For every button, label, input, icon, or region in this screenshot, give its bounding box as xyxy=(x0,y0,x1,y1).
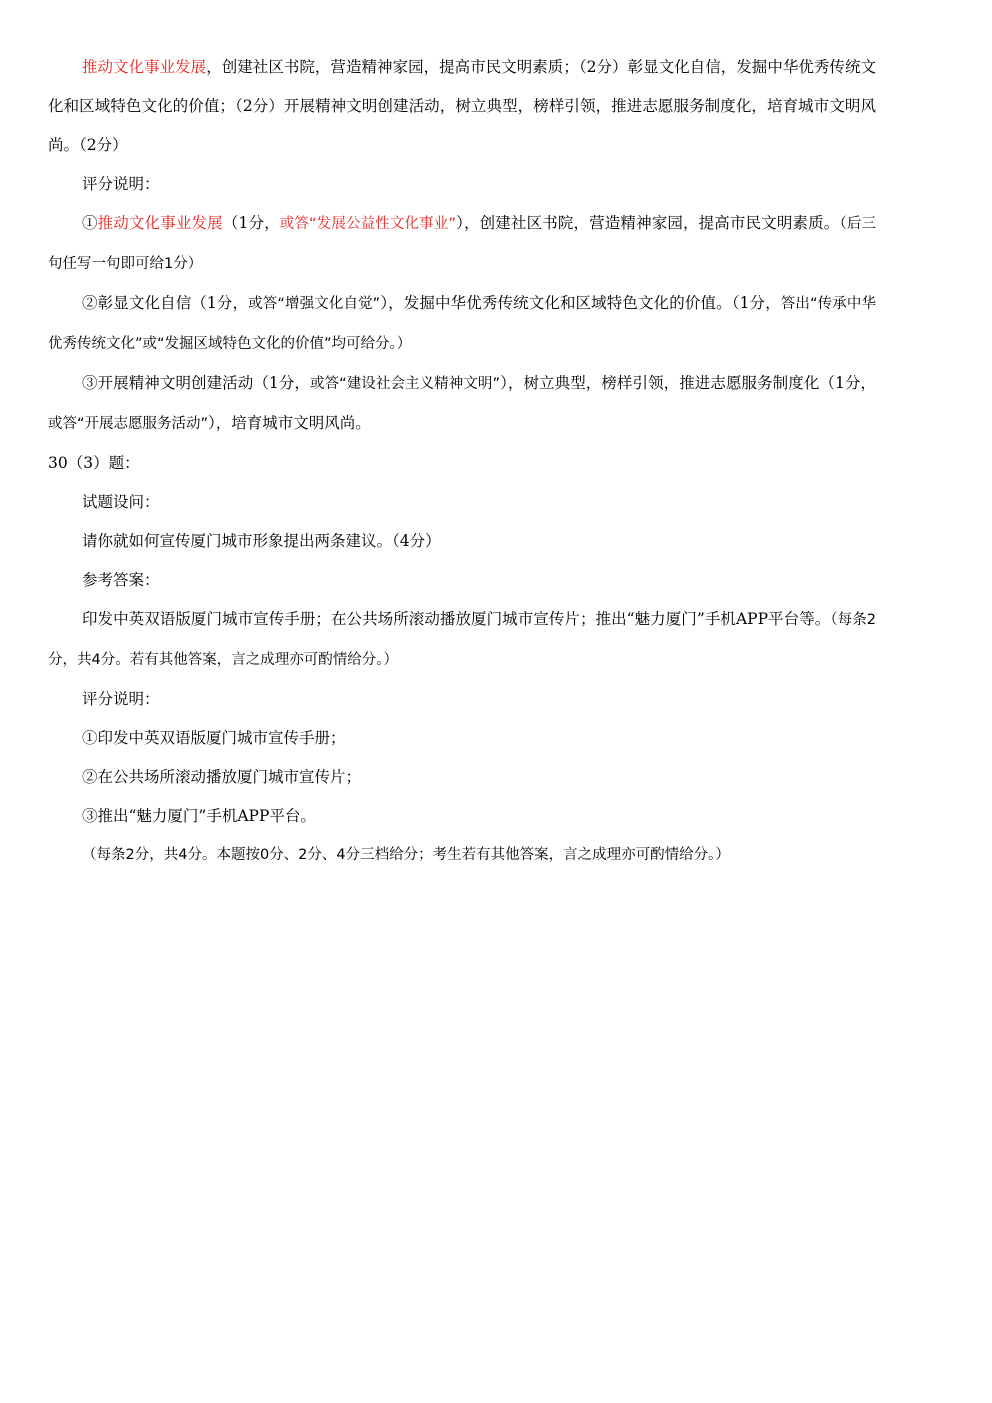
reference-answer xyxy=(48,600,876,680)
answer-text: 印发中英双语版厦门城市宣传手册；在公共场所滚动播放厦门城市宣传片；推出“魅力厦门”手机APP平台等。 xyxy=(82,610,831,628)
item-text: ），树立典型，榜样引领，推进志愿服务制度化（1分， xyxy=(500,374,876,392)
alt-text: 或答“建设社会主义精神文明” xyxy=(310,376,500,392)
scoring-item: ③推出“魅力厦门”手机APP平台。 xyxy=(82,807,316,825)
scoring-item-1 xyxy=(48,204,876,284)
answer-title: 参考答案： xyxy=(82,571,160,589)
item-text: ），培育城市文明风尚。 xyxy=(208,414,371,432)
answer-text: ，创建社区书院，营造精神家园，提高市民文明素质；（2分）彰显文化自信，发掘中华优秀传统文化和区域特色文化的价值；（2分）开展精神文明创建活动，树立典型，榜样引领，推进志愿服务制度化，培育城市文明风尚。（2分） xyxy=(48,58,876,154)
answer-paragraph xyxy=(48,48,876,165)
question-heading: 30（3）题： xyxy=(48,454,140,472)
scoring-item: ②在公共场所滚动播放厦门城市宣传片； xyxy=(82,768,362,786)
alt-text: 或答“开展志愿服务活动” xyxy=(48,416,209,432)
document-page xyxy=(48,48,876,875)
highlight-text: 推动文化事业发展 xyxy=(97,214,223,232)
item-note: 答出“传承中华优秀传统文化”或“发掘区域特色文化的价值”均可给分。） xyxy=(48,296,876,352)
scoring-title: 评分说明： xyxy=(82,690,160,708)
scoring-title: 评分说明： xyxy=(82,175,160,193)
answer-note: （每条2分，共4分。若有其他答案，言之成理亦可酌情给分。） xyxy=(48,612,877,668)
item-text: ②彰显文化自信（1分， xyxy=(82,294,249,312)
scoring-item: ①印发中英双语版厦门城市宣传手册； xyxy=(82,729,346,747)
final-note: （每条2分，共4分。本题按0分、2分、4分三档给分；考生若有其他答案，言之成理亦可酌情给分。） xyxy=(82,847,730,863)
question-text: 请你就如何宣传厦门城市形象提出两条建议。（4分） xyxy=(82,532,441,550)
item-text: ），发掘中华优秀传统文化和区域特色文化的价值。（1分， xyxy=(380,294,781,312)
item-text: ），创建社区书院，营造精神家园，提高市民文明素质。 xyxy=(455,214,840,232)
item-text: ③开展精神文明创建活动（1分， xyxy=(82,374,310,392)
item-number: ① xyxy=(82,214,98,232)
item-text: （1分， xyxy=(222,214,280,232)
highlight-text: 推动文化事业发展 xyxy=(82,58,207,76)
scoring-item-2 xyxy=(48,284,876,364)
highlight-alt-text: 或答“发展公益性文化事业” xyxy=(279,216,456,232)
question-title: 试题设问： xyxy=(82,493,160,511)
alt-text: 或答“增强文化自觉” xyxy=(248,296,381,312)
scoring-item-3 xyxy=(48,364,876,444)
item-note: （后三句任写一句即可给1分） xyxy=(48,216,876,272)
